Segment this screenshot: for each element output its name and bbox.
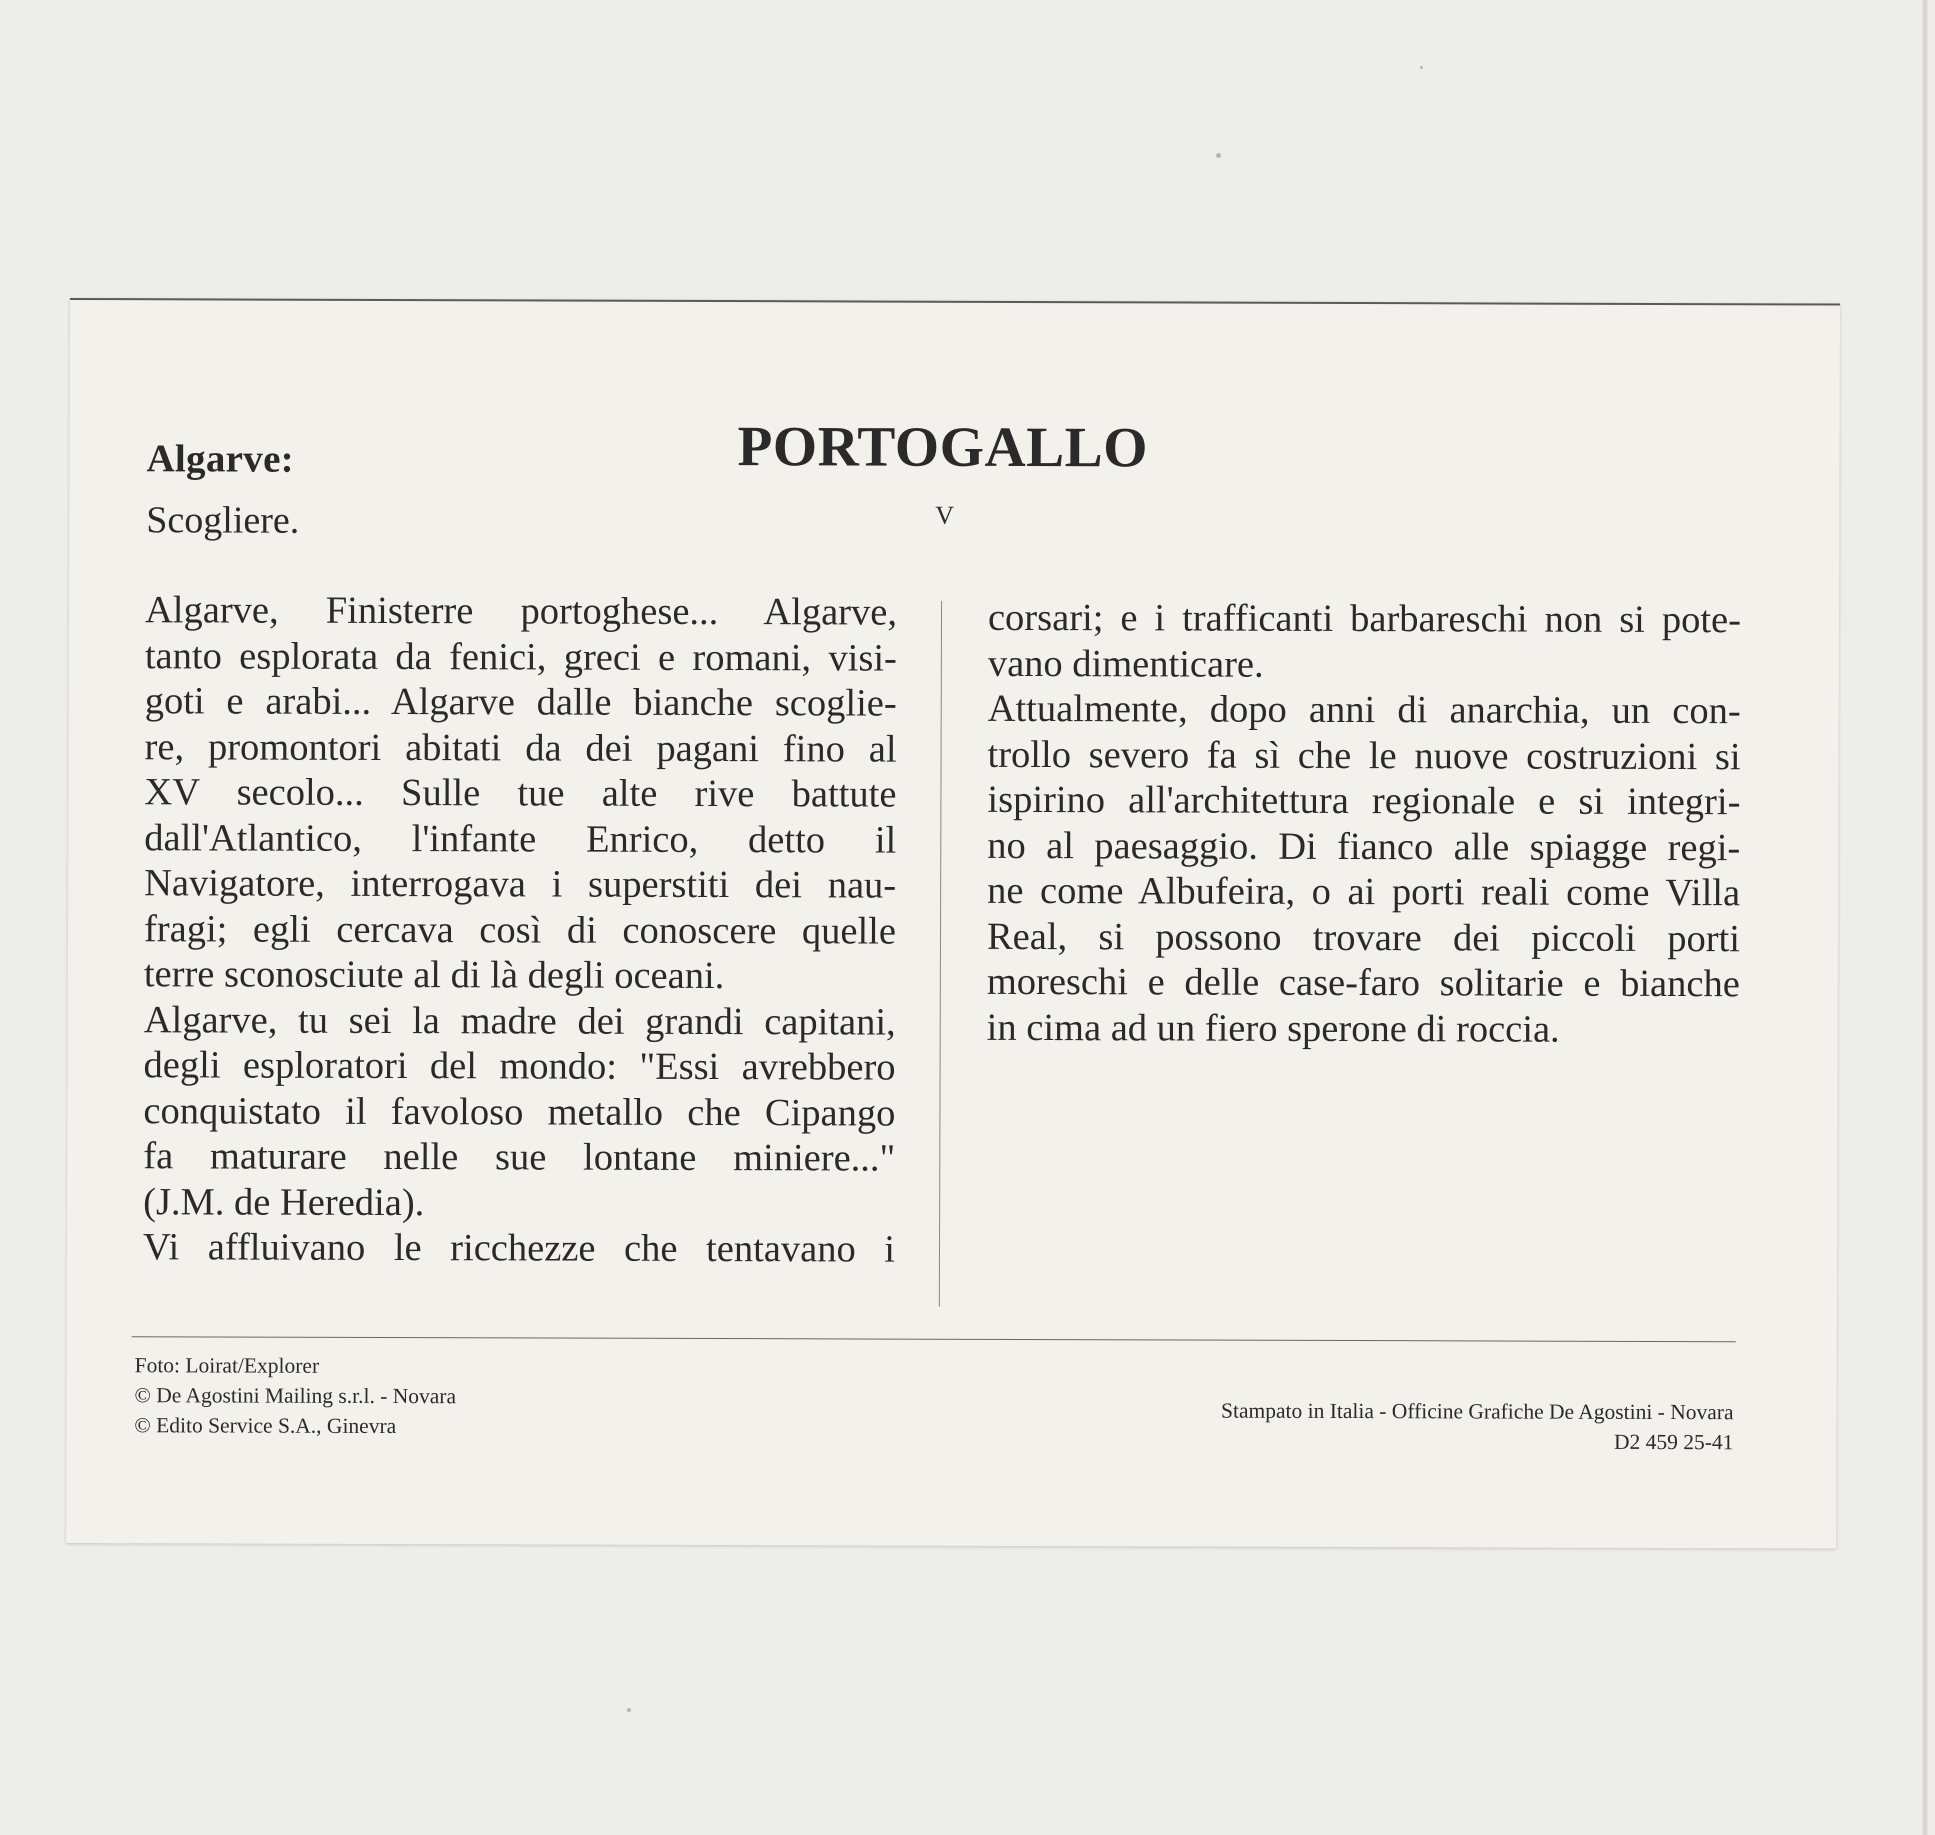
photo-caption: Scogliere. — [146, 499, 300, 542]
text-line: degli esploratori del mondo: "Essi avrebbero — [143, 1044, 896, 1089]
text-column-left — [143, 588, 897, 1273]
dust-speck — [1420, 66, 1423, 69]
text-line: ispirino all'architettura regionale e si integri- — [987, 778, 1741, 824]
text-line: vano dimenticare. — [987, 642, 1264, 686]
column-divider — [939, 601, 942, 1307]
subject-heading: Algarve: — [146, 437, 295, 481]
printer-line: Stampato in Italia - Officine Grafiche De Agostini - Novara — [1221, 1398, 1734, 1425]
text-line: fa maturare nelle sue lontane miniere..." — [143, 1135, 896, 1180]
text-line: Vi affluivano le ricchezze che tentavano i — [142, 1226, 896, 1271]
text-line: XV secolo... Sulle tue alte rive battute — [144, 771, 897, 816]
text-line: no al paesaggio. Di fianco alle spiagge regi- — [987, 824, 1741, 869]
credit-line: © Edito Service S.A., Ginevra — [134, 1413, 397, 1439]
footer-divider — [132, 1336, 1736, 1342]
credit-line: © De Agostini Mailing s.r.l. - Novara — [134, 1383, 457, 1409]
text-line: tanto esplorata da fenici, greci e romani, visi- — [144, 634, 897, 680]
text-line: Algarve, Finisterre portoghese... Algarve, — [144, 589, 898, 634]
text-line: in cima ad un fiero sperone di roccia. — [986, 1006, 1560, 1051]
photo-credits — [134, 1350, 456, 1441]
text-line: goti e arabi... Algarve dalle bianche scoglie- — [144, 680, 897, 725]
credit-line: Foto: Loirat/Explorer — [134, 1353, 320, 1378]
volume-number: V — [935, 500, 955, 530]
text-line: dall'Atlantico, l'infante Enrico, detto il — [144, 816, 897, 862]
printer-info — [1221, 1396, 1734, 1458]
scanner-edge — [1922, 0, 1928, 1835]
text-line: (J.M. de Heredia). — [143, 1180, 425, 1224]
catalog-code: D2 459 25-41 — [1613, 1429, 1734, 1455]
dust-speck — [1216, 153, 1221, 158]
text-column-right — [987, 596, 1741, 1053]
dust-speck — [627, 1708, 631, 1712]
country-title: PORTOGALLO — [737, 415, 1149, 480]
text-line: corsari; e i trafficanti barbareschi non si pote- — [987, 596, 1742, 642]
text-line: trollo severo fa sì che le nuove costruzioni si — [987, 733, 1741, 778]
text-line: conquistato il favoloso metallo che Cipango — [143, 1089, 896, 1135]
text-line: terre sconosciute al di là degli oceani. — [143, 953, 725, 998]
text-line: Attualmente, dopo anni di anarchia, un con- — [987, 687, 1741, 733]
text-line: moreschi e delle case-faro solitarie e bianche — [986, 960, 1740, 1006]
postcard-back — [66, 298, 1840, 1549]
text-line: ne come Albufeira, o ai porti reali come Villa — [987, 869, 1741, 915]
text-line: Algarve, tu sei la madre dei grandi capitani, — [143, 998, 896, 1044]
text-line: fragi; egli cercava così di conoscere quelle — [143, 907, 897, 953]
text-line: re, promontori abitati da dei pagani fino al — [144, 725, 897, 771]
text-line: Navigatore, interrogava i superstiti dei nau- — [144, 862, 897, 907]
text-line: Real, si possono trovare dei piccoli porti — [986, 915, 1741, 960]
